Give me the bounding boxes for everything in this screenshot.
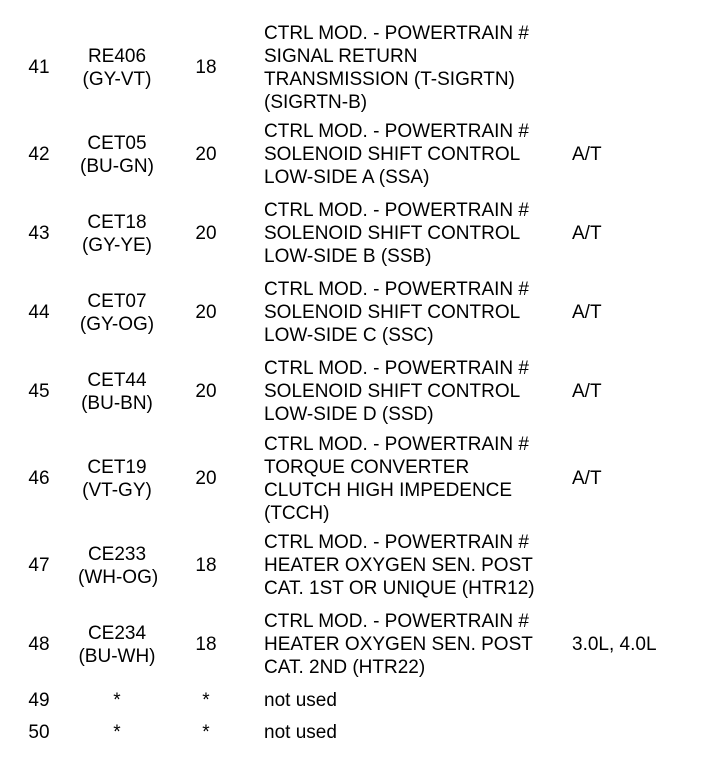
- function-line: LOW-SIDE C (SSC): [264, 325, 434, 346]
- circuit-id: CE233: [87, 543, 147, 565]
- circuit-cell: [78, 290, 156, 336]
- circuit-cell: [78, 622, 156, 668]
- wire-color: (GY-YE): [81, 234, 153, 256]
- circuit-function: [256, 689, 572, 712]
- wire-gauge: 18: [195, 555, 217, 576]
- function-line: CTRL MOD. - POWERTRAIN #: [264, 433, 529, 455]
- wire-gauge: 20: [195, 223, 217, 244]
- pin-number: 45: [28, 381, 50, 402]
- circuit-id: RE406: [87, 45, 147, 67]
- function-line: TORQUE CONVERTER: [264, 456, 470, 478]
- option-note: 3.0L, 4.0L: [572, 634, 657, 655]
- wire-gauge: *: [202, 689, 210, 711]
- pin-number: 49: [28, 689, 50, 711]
- circuit-id: CET19: [87, 456, 147, 478]
- wire-gauge: 20: [195, 144, 217, 165]
- function-line: SOLENOID SHIFT CONTROL: [264, 381, 521, 402]
- function-line: SOLENOID SHIFT CONTROL: [264, 144, 521, 165]
- circuit-function: [256, 357, 572, 426]
- circuit-cell: [78, 369, 156, 415]
- circuit-id: *: [113, 721, 121, 743]
- table-row: [0, 352, 704, 431]
- wire-gauge: *: [202, 721, 210, 743]
- function-line: CAT. 2ND (HTR22): [264, 657, 426, 678]
- option-note: A/T: [572, 302, 602, 323]
- function-line: SOLENOID SHIFT CONTROL: [264, 223, 521, 244]
- circuit-function: [256, 721, 572, 744]
- function-line: LOW-SIDE D (SSD): [264, 404, 434, 425]
- wire-color: (BU-BN): [81, 392, 153, 414]
- function-line: TRANSMISSION (T-SIGRTN): [264, 68, 515, 90]
- option-note: A/T: [572, 144, 602, 165]
- function-line: not used: [264, 721, 337, 743]
- function-line: CTRL MOD. - POWERTRAIN #: [264, 22, 529, 44]
- wire-gauge: 20: [195, 468, 217, 489]
- function-line: CTRL MOD. - POWERTRAIN #: [264, 121, 529, 142]
- circuit-function: [256, 22, 572, 114]
- circuit-function: [256, 610, 572, 679]
- function-line: not used: [264, 689, 337, 711]
- wire-gauge: 18: [195, 634, 217, 655]
- pin-number: 46: [28, 468, 50, 489]
- table-row: [0, 684, 704, 716]
- wire-gauge: 20: [195, 302, 217, 323]
- pin-number: 50: [28, 721, 50, 743]
- circuit-id: CET07: [87, 290, 147, 312]
- function-line: HEATER OXYGEN SEN. POST: [264, 555, 533, 576]
- circuit-function: [256, 278, 572, 347]
- circuit-function: [256, 433, 572, 525]
- table-row: [0, 716, 704, 748]
- function-line: LOW-SIDE B (SSB): [264, 246, 432, 267]
- pin-number: 43: [28, 223, 50, 244]
- circuit-id: *: [113, 689, 121, 711]
- table-row: [0, 115, 704, 194]
- option-note: A/T: [572, 381, 602, 402]
- circuit-cell: [78, 211, 156, 257]
- circuit-cell: [78, 45, 156, 91]
- function-line: CAT. 1ST OR UNIQUE (HTR12): [264, 578, 535, 599]
- wire-color: (WH-OG): [78, 566, 159, 588]
- circuit-id: CET18: [87, 211, 147, 233]
- connector-pinout-table: [0, 20, 704, 748]
- wire-gauge: 20: [195, 381, 217, 402]
- circuit-function: [256, 531, 572, 600]
- function-line: LOW-SIDE A (SSA): [264, 167, 430, 188]
- pin-number: 44: [28, 302, 50, 323]
- table-row: [0, 526, 704, 605]
- wire-color: (GY-VT): [82, 68, 152, 90]
- pin-number: 41: [28, 57, 50, 78]
- option-note: A/T: [572, 468, 602, 489]
- function-line: CTRL MOD. - POWERTRAIN #: [264, 532, 529, 553]
- wire-color: (BU-GN): [80, 155, 154, 177]
- function-line: CTRL MOD. - POWERTRAIN #: [264, 200, 529, 221]
- function-line: SOLENOID SHIFT CONTROL: [264, 302, 521, 323]
- function-line: HEATER OXYGEN SEN. POST: [264, 634, 533, 655]
- circuit-function: [256, 120, 572, 189]
- table-row: [0, 273, 704, 352]
- function-line: CTRL MOD. - POWERTRAIN #: [264, 279, 529, 300]
- wire-color: (GY-OG): [79, 313, 155, 335]
- function-line: CLUTCH HIGH IMPEDENCE: [264, 479, 513, 501]
- wire-color: (BU-WH): [78, 645, 156, 667]
- table-row: [0, 20, 704, 115]
- pin-number: 48: [28, 634, 50, 655]
- function-line: SIGNAL RETURN: [264, 45, 418, 67]
- function-line: CTRL MOD. - POWERTRAIN #: [264, 611, 529, 632]
- table-row: [0, 431, 704, 526]
- function-line: (SIGRTN-B): [264, 91, 368, 113]
- circuit-id: CET05: [87, 132, 147, 154]
- circuit-id: CET44: [87, 369, 147, 391]
- wire-color: (VT-GY): [82, 479, 152, 501]
- table-row: [0, 605, 704, 684]
- circuit-cell: [78, 456, 156, 502]
- circuit-id: CE234: [87, 622, 147, 644]
- function-line: CTRL MOD. - POWERTRAIN #: [264, 358, 529, 379]
- circuit-cell: [78, 132, 156, 178]
- pin-number: 47: [28, 555, 50, 576]
- circuit-cell: [78, 543, 159, 589]
- wire-gauge: 18: [195, 57, 217, 78]
- function-line: (TCCH): [264, 502, 330, 524]
- pin-number: 42: [28, 144, 50, 165]
- table-row: [0, 194, 704, 273]
- circuit-function: [256, 199, 572, 268]
- option-note: A/T: [572, 223, 602, 244]
